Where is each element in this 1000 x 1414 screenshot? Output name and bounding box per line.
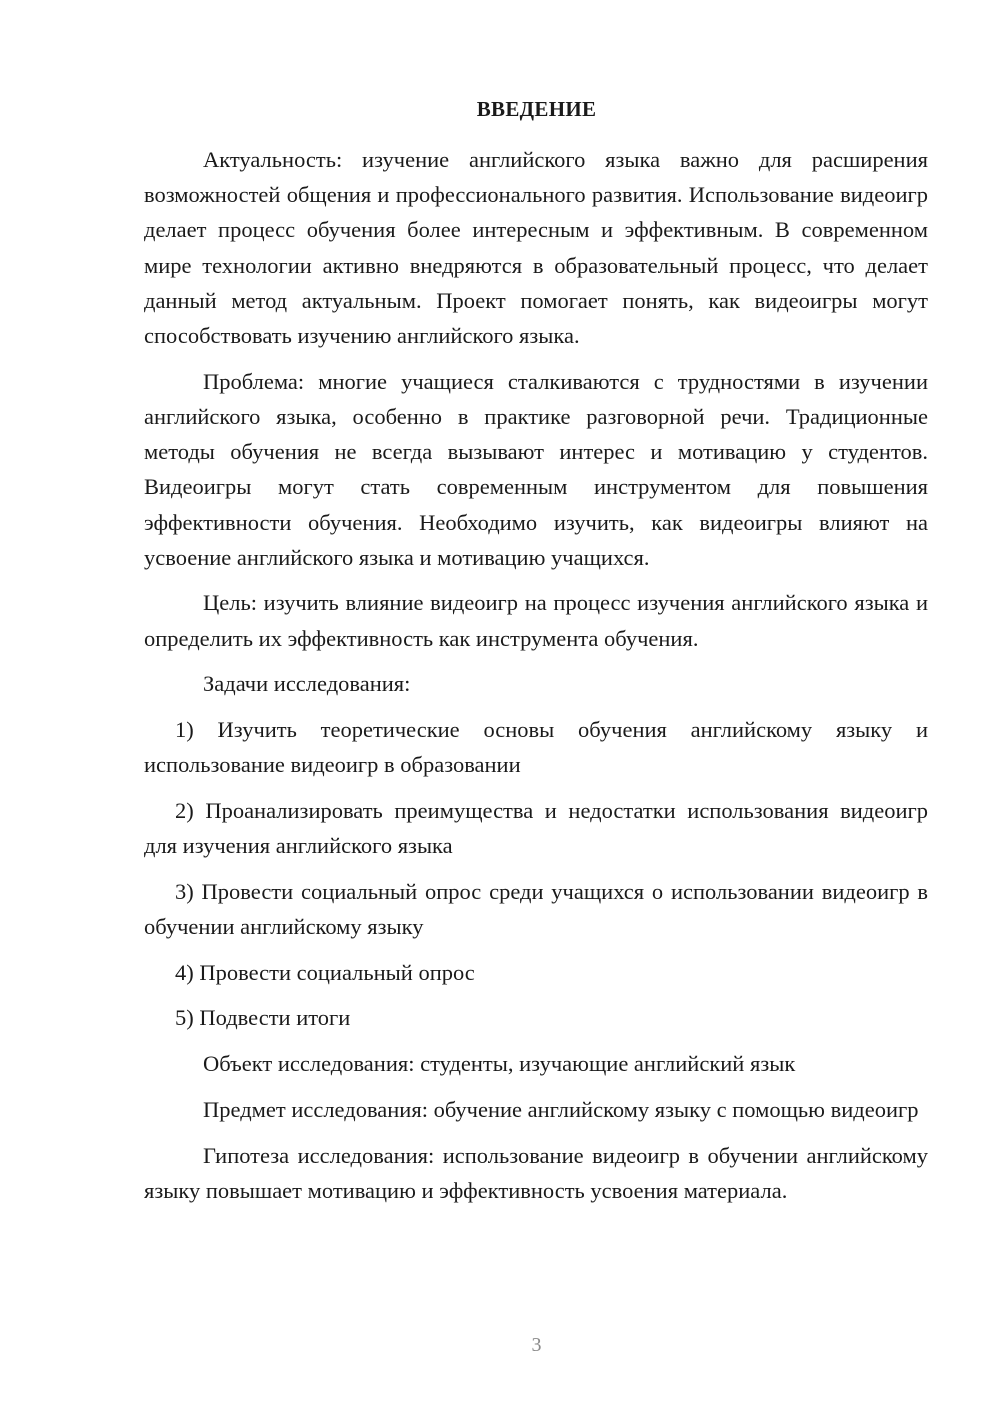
paragraph-object: Объект исследования: студенты, изучающие английский язык — [203, 1051, 796, 1077]
list-item-task-4: 4) Провести социальный опрос — [175, 959, 475, 985]
list-item-task-1: 1) Изучить теоретические основы обучения английскому языку и использование видеоигр в образовании — [144, 717, 928, 778]
paragraph-problem: Проблема: многие учащиеся сталкиваются с трудностями в изучении английского языка, особенно в практике разговорной речи. Традиционные методы обучения не всегда вызывают интерес и мотивацию у студентов. Видеоигры могут стать современным инструментом для повышения эффективности обучения. Необходимо изучить, как видеоигры влияют на усвоение английского языка и мотивацию учащихся. — [144, 368, 928, 570]
paragraph-hypothesis: Гипотеза исследования: использование видеоигр в обучении английскому языку повышает мотивацию и эффективность усвоения материала. — [144, 1142, 928, 1203]
paragraph-subject: Предмет исследования: обучение английскому языку с помощью видеоигр — [203, 1096, 919, 1122]
page-title: ВВЕДЕНИЕ — [476, 97, 597, 121]
paragraph-goal: Цель: изучить влияние видеоигр на процесс изучения английского языка и определить их эффективность как инструмента обучения. — [144, 590, 928, 651]
paragraph-tasks-heading: Задачи исследования: — [203, 671, 411, 697]
paragraph-relevance: Актуальность: изучение английского языка важно для расширения возможностей общения и профессионального развития. Использование видеоигр делает процесс обучения более интересным и эффективным. В современном мире технологии активно внедряются в образовательный процесс, что делает данный метод актуальным. Проект помогает понять, как видеоигры могут способствовать изучению английского языка. — [144, 147, 928, 349]
page-number: 3 — [531, 1334, 542, 1356]
list-item-task-2: 2) Проанализировать преимущества и недостатки использования видеоигр для изучения английского языка — [144, 797, 928, 859]
list-item-task-5: 5) Подвести итоги — [175, 1005, 351, 1031]
document-body — [144, 142, 928, 1218]
list-item-task-3: 3) Провести социальный опрос среди учащихся о использовании видеоигр в обучении английскому языку — [144, 878, 928, 940]
